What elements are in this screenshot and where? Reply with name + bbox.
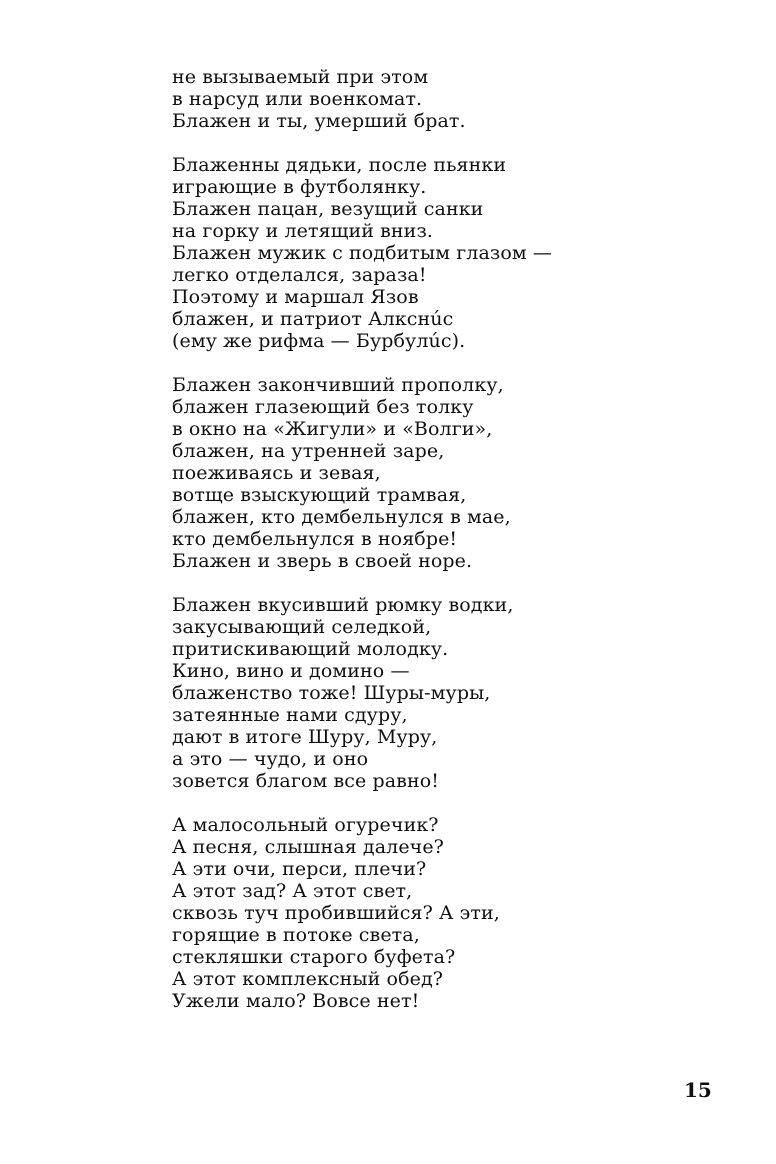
poem-line: на горку и летящий вниз. — [172, 220, 434, 242]
poem-line: блажен, кто дембельнулся в мае, — [172, 506, 511, 528]
page-number: 15 — [684, 1078, 712, 1102]
poem-line: Блажен пацан, везущий санки — [172, 198, 484, 220]
poem-line: А этот комплексный обед? — [172, 968, 444, 990]
poem-line: блажен, и патриот Алкснúс — [172, 308, 454, 330]
poem-line: Блажен вкусивший рюмку водки, — [172, 594, 514, 616]
poem-line: сквозь туч пробившийся? А эти, — [172, 902, 500, 924]
poem-text — [172, 66, 732, 1034]
poem-line: не вызываемый при этом — [172, 66, 429, 88]
poem-line: Кино, вино и домино — — [172, 660, 410, 682]
poem-line: в окно на «Жигули» и «Волги», — [172, 418, 493, 440]
poem-line: Блажен мужик с подбитым глазом — — [172, 242, 553, 264]
poem-line: блаженство тоже! Шуры-муры, — [172, 682, 491, 704]
poem-line: блажен, на утренней заре, — [172, 440, 445, 462]
poem-line: А малосольный огуречик? — [172, 814, 439, 836]
stanza-3 — [172, 374, 732, 572]
poem-line: (ему же рифма — Бурбулúс). — [172, 330, 466, 352]
poem-line: Блажен закончивший прополку, — [172, 374, 504, 396]
poem-line: поеживаясь и зевая, — [172, 462, 381, 484]
poem-line: А этот зад? А этот свет, — [172, 880, 413, 902]
poem-line: горящие в потоке света, — [172, 924, 420, 946]
stanza-1 — [172, 66, 732, 132]
poem-line: зовется благом все равно! — [172, 770, 440, 792]
poem-line: А песня, слышная далече? — [172, 836, 444, 858]
stanza-5 — [172, 814, 732, 1012]
poem-line: стекляшки старого буфета? — [172, 946, 456, 968]
poem-line: кто дембельнулся в ноябре! — [172, 528, 458, 550]
poem-line: в нарсуд или военкомат. — [172, 88, 423, 110]
poem-line: Ужели мало? Вовсе нет! — [172, 990, 420, 1012]
poem-line: блажен глазеющий без толку — [172, 396, 474, 418]
poem-line: вотще взыскующий трамвая, — [172, 484, 467, 506]
poem-line: затеянные нами сдуру, — [172, 704, 408, 726]
poem-line: А эти очи, перси, плечи? — [172, 858, 427, 880]
poem-line: закусывающий селедкой, — [172, 616, 432, 638]
poem-line: дают в итоге Шуру, Муру, — [172, 726, 438, 748]
poem-line: Блажен и зверь в своей норе. — [172, 550, 473, 572]
poem-line: притискивающий молодку. — [172, 638, 449, 660]
poem-line: легко отделался, зараза! — [172, 264, 427, 286]
poem-line: Блажен и ты, умерший брат. — [172, 110, 466, 132]
poem-line: играющие в футболянку. — [172, 176, 427, 198]
stanza-4 — [172, 594, 732, 792]
stanza-2 — [172, 154, 732, 352]
poem-line: Блаженны дядьки, после пьянки — [172, 154, 507, 176]
poem-line: а это — чудо, и оно — [172, 748, 369, 770]
poem-line: Поэтому и маршал Язов — [172, 286, 419, 308]
